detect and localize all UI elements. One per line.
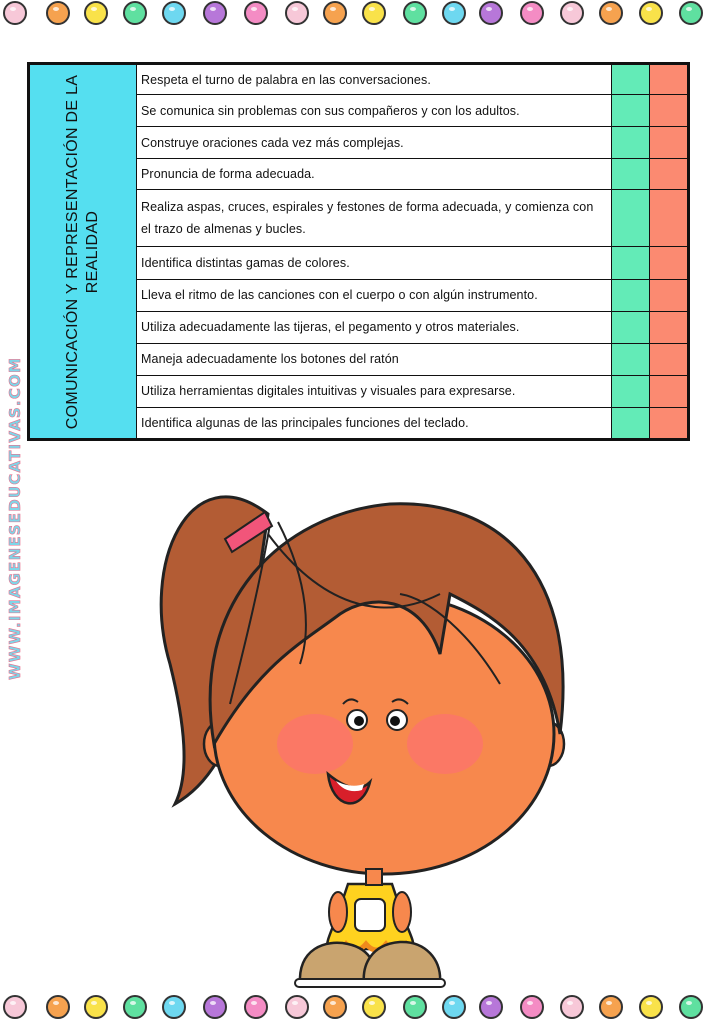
check-cell-red[interactable] [650,190,689,247]
decorative-dot [84,1,108,25]
check-cell-green[interactable] [612,64,650,95]
decorative-dot [403,1,427,25]
decorative-dot [3,995,27,1019]
decorative-dot [203,995,227,1019]
check-cell-red[interactable] [650,95,689,127]
area-cell [29,64,137,440]
decorative-dot [123,1,147,25]
decorative-dot [560,995,584,1019]
decorative-dot [285,995,309,1019]
left-arm [329,892,347,932]
decorative-dot [362,995,386,1019]
criterion-text: Realiza aspas, cruces, espirales y festones de forma adecuada, y comienza con el trazo de almenas y bucles. [137,190,612,247]
decorative-dot [560,1,584,25]
check-cell-green[interactable] [612,95,650,127]
check-cell-red[interactable] [650,64,689,95]
girl-illustration [150,444,590,994]
criterion-text: Identifica algunas de las principales funciones del teclado. [137,407,612,439]
decorative-dot [203,1,227,25]
criterion-text: Construye oraciones cada vez más complejas. [137,127,612,159]
decorative-dot [162,995,186,1019]
check-cell-red[interactable] [650,407,689,439]
decorative-dot [442,995,466,1019]
decorative-dot [46,995,70,1019]
decorative-dot [84,995,108,1019]
check-cell-green[interactable] [612,279,650,311]
decorative-dot [639,1,663,25]
check-cell-red[interactable] [650,311,689,343]
check-cell-green[interactable] [612,343,650,375]
apron [355,899,385,931]
check-cell-red[interactable] [650,375,689,407]
check-cell-red[interactable] [650,343,689,375]
criterion-text: Se comunica sin problemas con sus compañeros y con los adultos. [137,95,612,127]
decorative-dot [599,1,623,25]
criterion-text: Respeta el turno de palabra en las conversaciones. [137,64,612,95]
check-cell-green[interactable] [612,311,650,343]
area-title: COMUNICACIÓN Y REPRESENTACIÓN DE LA REALIDAD [64,74,101,429]
decorative-dot [162,1,186,25]
decorative-dot [599,995,623,1019]
left-cheek [277,714,353,774]
check-cell-green[interactable] [612,159,650,190]
check-cell-green[interactable] [612,127,650,159]
decorative-dot [3,1,27,25]
check-cell-red[interactable] [650,159,689,190]
check-cell-green[interactable] [612,247,650,279]
bottom-dot-border [0,994,709,1024]
check-cell-green[interactable] [612,407,650,439]
criterion-text: Identifica distintas gamas de colores. [137,247,612,279]
decorative-dot [323,1,347,25]
decorative-dot [362,1,386,25]
decorative-dot [403,995,427,1019]
watermark: WWW.IMAGENESEDUCATIVAS.COM [6,356,24,680]
decorative-dot [479,1,503,25]
decorative-dot [46,1,70,25]
decorative-dot [244,1,268,25]
decorative-dot [639,995,663,1019]
decorative-dot [520,1,544,25]
criterion-text: Utiliza adecuadamente las tijeras, el pegamento y otros materiales. [137,311,612,343]
top-dot-border [0,0,709,30]
check-cell-red[interactable] [650,247,689,279]
table-row [29,64,689,95]
decorative-dot [479,995,503,1019]
checklist-table [27,62,690,441]
check-cell-green[interactable] [612,190,650,247]
check-cell-red[interactable] [650,279,689,311]
decorative-dot [323,995,347,1019]
check-cell-red[interactable] [650,127,689,159]
decorative-dot [442,1,466,25]
criterion-text: Utiliza herramientas digitales intuitivas y visuales para expresarse. [137,375,612,407]
decorative-dot [285,1,309,25]
check-cell-green[interactable] [612,375,650,407]
criterion-text: Lleva el ritmo de las canciones con el cuerpo o con algún instrumento. [137,279,612,311]
criterion-text: Maneja adecuadamente los botones del ratón [137,343,612,375]
decorative-dot [679,1,703,25]
right-cheek [407,714,483,774]
decorative-dot [520,995,544,1019]
right-arm [393,892,411,932]
criterion-text: Pronuncia de forma adecuada. [137,159,612,190]
decorative-dot [244,995,268,1019]
decorative-dot [679,995,703,1019]
decorative-dot [123,995,147,1019]
